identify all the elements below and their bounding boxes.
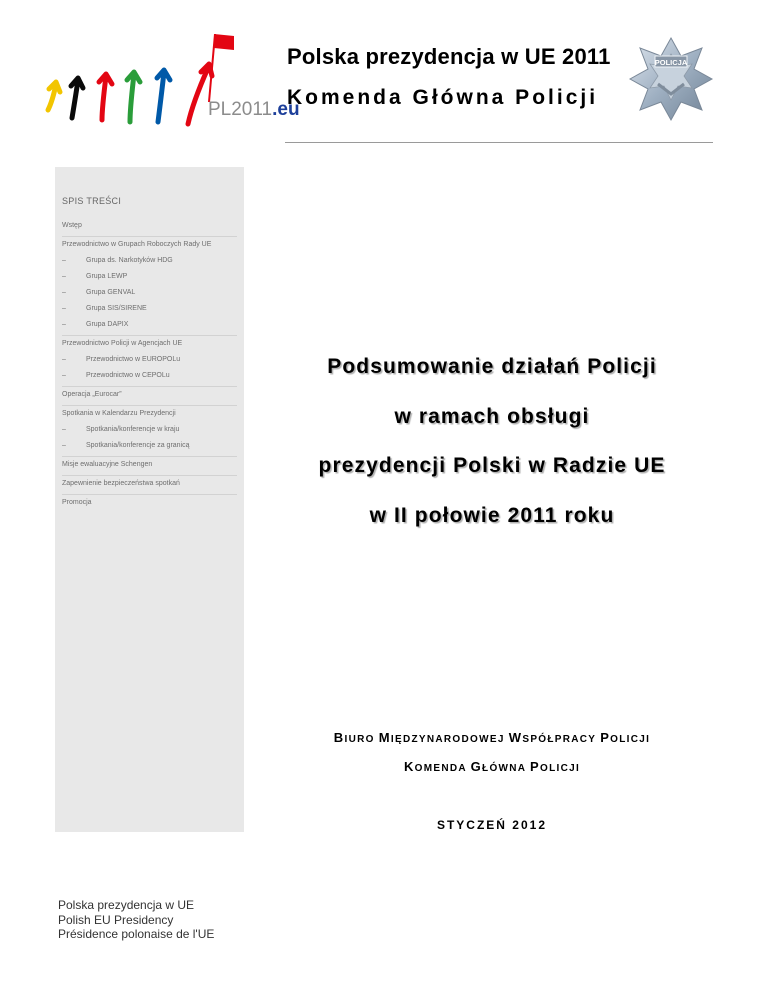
- toc-subitem[interactable]: Grupa DAPIX: [86, 321, 129, 328]
- toc-item[interactable]: Misje ewaluacyjne Schengen: [62, 461, 153, 468]
- main-title-line: prezydencji Polski w Radzie UE: [318, 454, 666, 477]
- publication-date: STYCZEŃ 2012: [436, 818, 548, 832]
- toc-subitem[interactable]: Grupa LEWP: [86, 273, 128, 280]
- toc-subitem[interactable]: Grupa ds. Narkotyków HDG: [86, 257, 173, 264]
- toc-item[interactable]: Promocja: [62, 499, 92, 506]
- header-divider: [285, 142, 713, 143]
- toc-subitem[interactable]: Grupa GENVAL: [86, 289, 136, 296]
- police-star-icon: [628, 36, 714, 122]
- table-of-contents: SPIS TREŚCI Wstęp Przewodnictwo w Grupach Roboczych Rady UE – Grupa ds. Narkotyków HDG – Grupa LEWP – Grupa GENVAL – Grupa SIS/SIRENE – Grupa DAPIX Przewodnictwo Policji w Agencjach UE – Przewodnictwo w EUROPOLu – Przewodnictwo w CEPOLu Operacja „Eurocar” Spotkania w Kalendarzu Prezydencji – Spotkania/konferencje w kraju – Spotkania/konferencje za granicą Misje ewaluacyjne Schengen Zapewnienie bezpieczeństwa spotkań Promocja: [55, 167, 244, 832]
- main-title-line: w II połowie 2011 roku: [369, 504, 615, 527]
- footer-line-en: Polish EU Presidency: [58, 913, 174, 927]
- footer-line-fr: Présidence polonaise de l'UE: [58, 927, 215, 941]
- toc-title: SPIS TREŚCI: [62, 196, 122, 206]
- toc-item[interactable]: Przewodnictwo Policji w Agencjach UE: [62, 340, 183, 347]
- bureau-name: BIURO MIĘDZYNARODOWEJ WSPÓŁPRACY POLICJI: [333, 730, 651, 745]
- toc-subitem[interactable]: Przewodnictwo w EUROPOLu: [86, 356, 181, 363]
- toc-subitem[interactable]: Spotkania/konferencje w kraju: [86, 426, 180, 433]
- toc-item[interactable]: Zapewnienie bezpieczeństwa spotkań: [62, 480, 180, 487]
- toc-item[interactable]: Wstęp: [62, 222, 82, 229]
- toc-item[interactable]: Spotkania w Kalendarzu Prezydencji: [62, 410, 176, 417]
- header-title: Polska prezydencja w UE 2011: [287, 44, 611, 69]
- main-title-line: w ramach obsługi: [394, 405, 590, 428]
- headquarters-name: KOMENDA GŁÓWNA POLICJI: [403, 759, 581, 774]
- footer-line-pl: Polska prezydencja w UE: [58, 898, 195, 912]
- toc-subitem[interactable]: Spotkania/konferencje za granicą: [86, 442, 190, 449]
- toc-subitem[interactable]: Przewodnictwo w CEPOLu: [86, 372, 170, 379]
- badge-text: POLICJA: [654, 58, 688, 67]
- logo-text: PL2011.eu: [208, 99, 300, 120]
- toc-subitem[interactable]: Grupa SIS/SIRENE: [86, 305, 147, 312]
- header-subtitle: Komenda Główna Policji: [287, 86, 599, 109]
- toc-item[interactable]: Przewodnictwo w Grupach Roboczych Rady UE: [62, 241, 212, 248]
- toc-item[interactable]: Operacja „Eurocar”: [62, 391, 122, 398]
- main-title-line: Podsumowanie działań Policji: [327, 355, 657, 378]
